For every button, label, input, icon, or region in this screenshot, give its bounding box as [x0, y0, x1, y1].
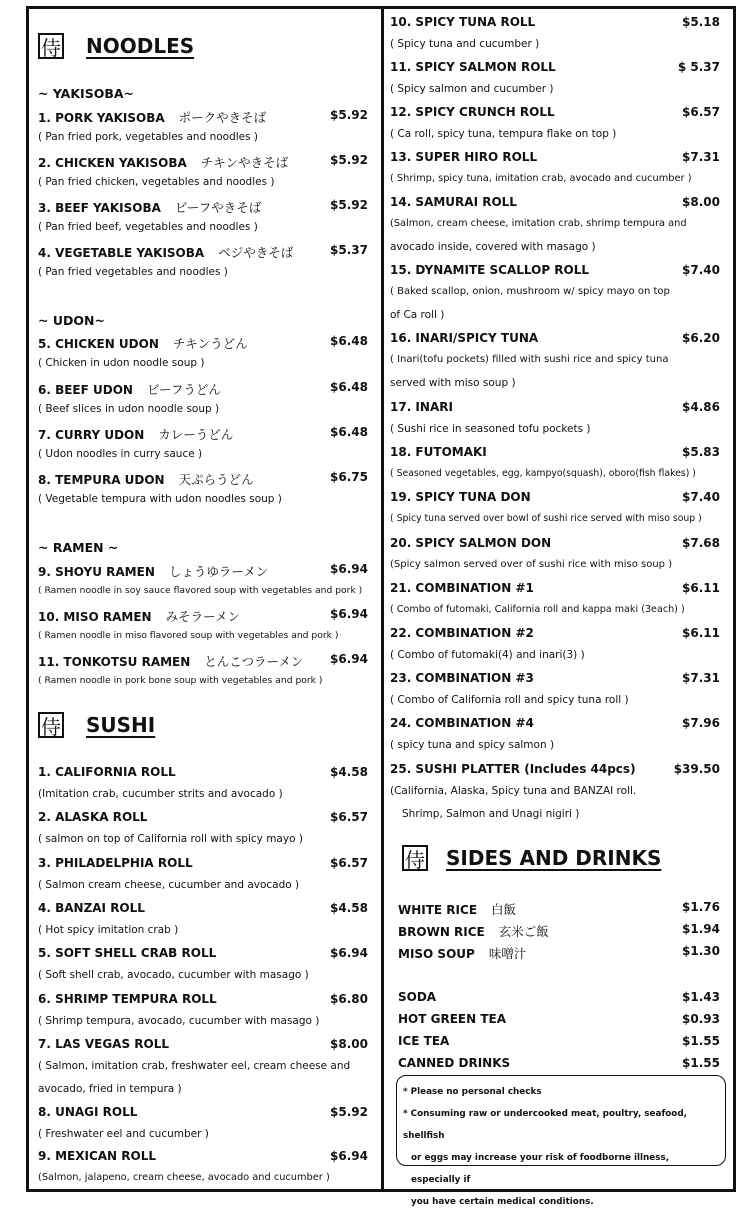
menu-item-desc: served with miso soup ) — [390, 377, 516, 389]
menu-item-desc: ( Ramen noodle in soy sauce flavored soup with vegetables and pork ) — [38, 585, 363, 596]
menu-item: 3. BEEF YAKISOBA ビーフやきそば $5.92 — [38, 198, 368, 215]
samurai-logo-icon: 侍 — [402, 845, 428, 871]
notice-line: * Consuming raw or undercooked meat, poultry, seafood, shellfish — [403, 1109, 687, 1141]
menu-item-desc: (California, Alaska, Spicy tuna and BANZAI roll. — [390, 785, 637, 797]
menu-item: 24. COMBINATION #4 $7.96 — [390, 716, 720, 730]
menu-item: 4. BANZAI ROLL $4.58 — [38, 901, 368, 915]
menu-item: 7. CURRY UDON カレーうどん $6.48 — [38, 425, 368, 442]
menu-item: 20. SPICY SALMON DON $7.68 — [390, 536, 720, 550]
menu-item: 18. FUTOMAKI $5.83 — [390, 445, 720, 459]
menu-item: 6. SHRIMP TEMPURA ROLL $6.80 — [38, 992, 368, 1006]
menu-item: 8. UNAGI ROLL $5.92 — [38, 1105, 368, 1119]
menu-item: 14. SAMURAI ROLL $8.00 — [390, 195, 720, 209]
menu-item-desc: ( Ramen noodle in miso flavored soup with vegetables and pork ) — [38, 630, 339, 641]
sides-header — [402, 845, 661, 871]
notice-line: * Please no personal checks — [403, 1087, 542, 1097]
sides-title: SIDES AND DRINKS — [446, 846, 662, 870]
menu-item: 1. PORK YAKISOBA ポークやきそば $5.92 — [38, 108, 368, 125]
menu-item-desc: ( Freshwater eel and cucumber ) — [38, 1128, 209, 1140]
menu-item: 5. SOFT SHELL CRAB ROLL $6.94 — [38, 946, 368, 960]
menu-item-desc: ( Combo of California roll and spicy tuna roll ) — [390, 694, 629, 706]
menu-item: 19. SPICY TUNA DON $7.40 — [390, 490, 720, 504]
menu-item: 2. ALASKA ROLL $6.57 — [38, 810, 368, 824]
menu-item: 8. TEMPURA UDON 天ぷらうどん $6.75 — [38, 470, 368, 487]
menu-item: 16. INARI/SPICY TUNA $6.20 — [390, 331, 720, 345]
noodles-title: NOODLES — [86, 34, 195, 58]
ramen-heading: ~ RAMEN ~ — [38, 540, 119, 555]
menu-item-desc: ( salmon on top of California roll with spicy mayo ) — [38, 833, 303, 845]
menu-item-desc: ( Shrimp tempura, avocado, cucumber with masago ) — [38, 1015, 320, 1027]
menu-item: 25. SUSHI PLATTER (Includes 44pcs) $39.50 — [390, 762, 720, 776]
menu-item-desc: ( spicy tuna and spicy salmon ) — [390, 739, 555, 751]
menu-item: 2. CHICKEN YAKISOBA チキンやきそば $5.92 — [38, 153, 368, 170]
menu-item: 22. COMBINATION #2 $6.11 — [390, 626, 720, 640]
menu-item-desc: ( Pan fried vegetables and noodles ) — [38, 266, 228, 278]
menu-item: SODA $1.43 — [398, 990, 720, 1004]
menu-item: 17. INARI $4.86 — [390, 400, 720, 414]
menu-item-desc: avocado inside, covered with masago ) — [390, 241, 596, 253]
sushi-header — [38, 712, 155, 738]
menu-item: MISO SOUP 味噌汁 $1.30 — [398, 944, 720, 961]
menu-item: 12. SPICY CRUNCH ROLL $6.57 — [390, 105, 720, 119]
notice-box — [396, 1075, 726, 1207]
menu-item-desc: (Salmon, cream cheese, imitation crab, shrimp tempura and — [390, 218, 687, 229]
menu-item: 23. COMBINATION #3 $7.31 — [390, 671, 720, 685]
menu-item-desc: of Ca roll ) — [390, 309, 445, 321]
menu-item-desc: ( Sushi rice in seasoned tofu pockets ) — [390, 423, 591, 435]
menu-item-desc: ( Baked scallop, onion, mushroom w/ spicy mayo on top — [390, 286, 670, 297]
menu-item: 5. CHICKEN UDON チキンうどん $6.48 — [38, 334, 368, 351]
menu-item-desc: ( Shrimp, spicy tuna, imitation crab, avocado and cucumber ) — [390, 173, 692, 184]
menu-item-desc: ( Combo of futomaki(4) and inari(3) ) — [390, 649, 585, 661]
menu-item-desc: ( Pan fried chicken, vegetables and noodles ) — [38, 176, 275, 188]
menu-item-desc: ( Udon noodles in curry sauce ) — [38, 448, 203, 460]
menu-item: CANNED DRINKS $1.55 — [398, 1056, 720, 1070]
menu-item-desc: ( Inari(tofu pockets) filled with sushi rice and spicy tuna — [390, 354, 669, 365]
menu-item: 1. CALIFORNIA ROLL $4.58 — [38, 765, 368, 779]
yakisoba-heading: ~ YAKISOBA~ — [38, 86, 134, 101]
menu-item-desc: avocado, fried in tempura ) — [38, 1083, 182, 1095]
menu-item: 13. SUPER HIRO ROLL $7.31 — [390, 150, 720, 164]
menu-item: 4. VEGETABLE YAKISOBA ベジやきそば $5.37 — [38, 243, 368, 260]
menu-item-desc: ( Spicy tuna and cucumber ) — [390, 38, 540, 50]
menu-item-desc: ( Ramen noodle in pork bone soup with vegetables and pork ) — [38, 675, 323, 686]
sushi-title: SUSHI — [86, 713, 156, 737]
menu-item: 21. COMBINATION #1 $6.11 — [390, 581, 720, 595]
menu-item-desc: ( Vegetable tempura with udon noodles soup ) — [38, 493, 282, 505]
menu-item-desc: ( Pan fried pork, vegetables and noodles ) — [38, 131, 259, 143]
menu-item-desc: ( Beef slices in udon noodle soup ) — [38, 403, 220, 415]
menu-item-desc: ( Salmon, imitation crab, freshwater eel, cream cheese and — [38, 1060, 351, 1072]
menu-item-desc: ( Spicy tuna served over bowl of sushi rice served with miso soup ) — [390, 513, 702, 524]
menu-item: BROWN RICE 玄米ご飯 $1.94 — [398, 922, 720, 939]
menu-item-desc: ( Spicy salmon and cucumber ) — [390, 83, 554, 95]
menu-item: 9. MEXICAN ROLL $6.94 — [38, 1149, 368, 1163]
menu-item: 15. DYNAMITE SCALLOP ROLL $7.40 — [390, 263, 720, 277]
menu-item-desc: ( Seasoned vegetables, egg, kampyo(squash), oboro(fish flakes) ) — [390, 468, 696, 479]
menu-item-desc: ( Salmon cream cheese, cucumber and avocado ) — [38, 879, 300, 891]
menu-item: 9. SHOYU RAMEN しょうゆラーメン $6.94 — [38, 562, 368, 579]
menu-item: 10. MISO RAMEN みそラーメン $6.94 — [38, 607, 368, 624]
menu-item: 3. PHILADELPHIA ROLL $6.57 — [38, 856, 368, 870]
menu-item-desc: ( Soft shell crab, avocado, cucumber with masago ) — [38, 969, 309, 981]
menu-item: ICE TEA $1.55 — [398, 1034, 720, 1048]
menu-item: 10. SPICY TUNA ROLL $5.18 — [390, 15, 720, 29]
samurai-logo-icon: 侍 — [38, 33, 64, 59]
samurai-logo-icon: 侍 — [38, 712, 64, 738]
menu-item: 7. LAS VEGAS ROLL $8.00 — [38, 1037, 368, 1051]
menu-item: HOT GREEN TEA $0.93 — [398, 1012, 720, 1026]
menu-item-desc: ( Combo of futomaki, California roll and kappa maki (3each) ) — [390, 604, 685, 615]
menu-item-desc: (Imitation crab, cucumber strits and avocado ) — [38, 788, 283, 800]
menu-item-desc: ( Ca roll, spicy tuna, tempura flake on top ) — [390, 128, 617, 140]
menu-item: 11. TONKOTSU RAMEN とんこつラーメン $6.94 — [38, 652, 368, 669]
menu-item-desc: Shrimp, Salmon and Unagi nigiri ) — [402, 808, 580, 820]
noodles-header — [38, 33, 194, 59]
notice-line: you have certain medical conditions. — [411, 1197, 594, 1207]
menu-item-desc: ( Pan fried beef, vegetables and noodles ) — [38, 221, 258, 233]
menu-item: WHITE RICE 白飯 $1.76 — [398, 900, 720, 917]
column-divider — [381, 8, 384, 1191]
menu-item-desc: ( Chicken in udon noodle soup ) — [38, 357, 205, 369]
menu-item-desc: ( Hot spicy imitation crab ) — [38, 924, 179, 936]
menu-item: 11. SPICY SALMON ROLL $ 5.37 — [390, 60, 720, 74]
udon-heading: ~ UDON~ — [38, 313, 105, 328]
menu-item-desc: (Spicy salmon served over of sushi rice with miso soup ) — [390, 559, 673, 570]
menu-item: 6. BEEF UDON ビーフうどん $6.48 — [38, 380, 368, 397]
notice-line: or eggs may increase your risk of foodborne illness, especially if — [411, 1153, 670, 1185]
menu-item-desc: (Salmon, jalapeno, cream cheese, avocado and cucumber ) — [38, 1172, 330, 1183]
